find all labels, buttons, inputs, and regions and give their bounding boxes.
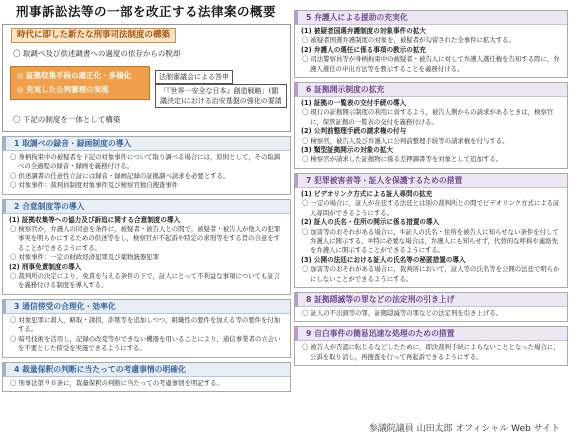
section-body — [3, 314, 290, 357]
section-heading: 3 通信傍受の合理化・効率化 — [3, 300, 290, 314]
section-body — [3, 151, 290, 194]
strategy-requirement-box: 「『世界一安全な日本』創造戦略」(閣議決定)における治安基盤の強化の要請 — [155, 84, 287, 108]
bullet-item: 〇 被告人が否認に転じるなどしたために，即決裁判手続によらないこととなった場合に，公訴を取り消し，再捜査を行って再起訴できるようにする。 — [302, 343, 560, 361]
bullet-item: 〇 加害等のおそれがある場合に，裁判所において，証人等の氏名等を公開の法廷で明らかにしないことができるようにする。 — [302, 265, 560, 283]
subsection-title: (2) 弁護人の選任に係る事項の教示の拡充 — [301, 45, 427, 54]
section-heading: 6 証拠開示制度の拡充 — [295, 83, 567, 97]
bullet-item: 〇 検察官が請求した証拠物に係る差押調書等を対象として追加する。 — [302, 155, 503, 164]
section-heading: 9 自白事件の簡易迅速な処理のための措置 — [295, 327, 567, 341]
subsection-title: (3) 類型証拠開示の対象の拡大 — [301, 146, 394, 155]
section-body — [295, 25, 567, 77]
subsection-title: (3) 公開の法廷における証人の氏名等の秘匿措置の導入 — [301, 255, 466, 264]
summary-bullet-1: 〇 取調べ及び供述調書への過度の依存からの脱却 — [13, 49, 181, 58]
section-right-3 — [294, 173, 568, 288]
orange-highlight-box — [10, 66, 150, 100]
bullet-item: 〇 対象事件：裁判員制度対象事件及び検察官独自捜査事件 — [10, 181, 179, 190]
bullet-item: 〇 刑事法第９０条に，裁量保釈の判断に当たっての考慮事情を明記する。 — [10, 378, 223, 387]
section-body — [295, 97, 567, 168]
bullet-item: 〇 加害等のおそれがある場合に，①証人の氏名・住所を被告人に知らせない条件を付して弁護人に開示する，②特に必要な場合は，弁護人にも知らせず，代替的な呼称や連絡先を弁護人に開示することができるようにする。 — [302, 227, 559, 255]
section-right-5 — [294, 326, 568, 366]
watermark-text: 参議院議員 山田太郎 オフィシャル Web サイト — [367, 421, 562, 434]
bullet-item: 〇 被疑者国選弁護制度の対象を，被疑者が勾留された全事件に拡大する。 — [302, 36, 515, 45]
bullet-item: 〇 一定の場合に，証人が在廷する法廷とは別の裁判所との間でビデオリンク方式による証人尋問ができるようにする。 — [302, 199, 560, 217]
section-heading: 7 犯罪被害者等・証人を保護するための措置 — [295, 174, 567, 188]
right-column — [294, 6, 568, 366]
bullet-item: 〇 証人の不出頭等の罪，証拠隠滅等の罪などの法定刑を引き上げる。 — [302, 308, 503, 317]
section-right-2 — [294, 82, 568, 169]
orange-line-1: ◎ 証拠収集手段の適正化・多様化 — [17, 71, 132, 80]
section-heading: 8 証拠隠滅等の罪などの法定刑の引き上げ — [295, 293, 567, 307]
section-left-2 — [2, 199, 291, 295]
section-heading: 1 取調べの録音・録画制度の導入 — [3, 137, 290, 151]
summary-bullet-2: 〇 下記の制度を一体として構築 — [13, 115, 121, 124]
section-right-1 — [294, 10, 568, 78]
bullet-item: 〇 対象事件：一定の財政経済犯罪及び薬物銃器犯罪 — [10, 253, 160, 262]
subsection-title: (1) 証拠の一覧表の交付手続の導入 — [301, 99, 407, 108]
bullet-item: 〇 身柄拘束中の被疑者を下記の対象事件について取り調べる場合には，原則として，その取調べの全過程の録音・録画を義務付ける。 — [10, 153, 281, 171]
bullet-item: 〇 対象犯罪に殺人，略取・誘拐，詐欺等を追加しつつ，組織性の要件を加える等の要件を付加する。 — [10, 315, 281, 334]
bullet-item: 〇 検察官，被告人及び弁護人に公判前整理手続等の請求権を付与する。 — [302, 136, 509, 145]
bullet-item: 〇 現行の証拠開示制度の利用に資するよう，被告人側からの請求があるときは，検察官に，保管証拠の一覧表の交付を義務付ける。 — [302, 108, 554, 126]
left-column — [2, 24, 291, 392]
subsection-title: (1) 証拠収集等への協力及び訴追に関する合意制度の導入 — [9, 215, 181, 224]
subsection-title: (1) 被疑者国選弁護制度の対象事件の拡大 — [301, 27, 427, 35]
subsection-title: (2) 刑事免責制度の導入 — [9, 262, 82, 271]
section-body — [295, 188, 567, 287]
subsection-title: (2) 公判前整理手続の請求権の付与 — [301, 127, 407, 136]
summary-box — [2, 24, 291, 132]
left-sections — [2, 136, 291, 392]
subsection-title: (2) 証人の氏名・住所の開示に係る措置の導入 — [301, 218, 440, 227]
council-report-label: 法制審議会による答申 — [155, 70, 233, 84]
subsection-title: (1) ビデオリンク方式による証人尋問の拡充 — [301, 189, 433, 198]
orange-line-2: ◎ 充実した公判審理の実現 — [17, 85, 109, 94]
section-body — [3, 377, 290, 391]
bullet-item: 〇 裁判所の決定により，免責を与える条件の下で，証人にとって不利益な事項についても証言を義務付ける制度を導入する。 — [10, 272, 281, 290]
section-heading: 4 裁量保釈の判断に当たっての考慮事情の明確化 — [3, 363, 290, 377]
page-title: 刑事訴訟法等の一部を改正する法律案の概要 — [16, 4, 277, 19]
bullet-item: 〇 供述調書の任意性立証には録音・録画記録の証拠調べ請求を必要とする。 — [10, 171, 230, 180]
section-right-4 — [294, 292, 568, 322]
bullet-item: 〇 検察官が，弁護人の同意を条件に，被疑者・被告人との間で，被疑者・被告人が他人の犯罪事実を明らかにするための供述等をし，検察官が不起訴や特定の求刑等をする旨の合意をすることができるようにする。 — [10, 225, 281, 252]
section-left-3 — [2, 299, 291, 358]
section-heading: 2 合意制度等の導入 — [3, 200, 290, 214]
section-heading: 5 弁護人による援助の充実化 — [295, 11, 567, 25]
summary-heading: 時代に即した新たな刑事司法制度の構築 — [11, 28, 176, 43]
bullet-item: 〇 暗号技術を活用し，記録の改変等ができない機器を用いることにより，通信事業者の立会いを不要とした傍受を実施できるようにする。 — [10, 334, 281, 353]
bullet-item: 〇 司法警察員等が身柄拘束中の被疑者・被告人に対して弁護人選任権を告知する際に，弁護人選任の申出方法等を教示することを義務付ける。 — [302, 55, 560, 73]
section-body — [295, 341, 567, 365]
section-left-1 — [2, 136, 291, 195]
section-body — [295, 307, 567, 321]
section-body — [3, 214, 290, 294]
section-left-4 — [2, 362, 291, 392]
